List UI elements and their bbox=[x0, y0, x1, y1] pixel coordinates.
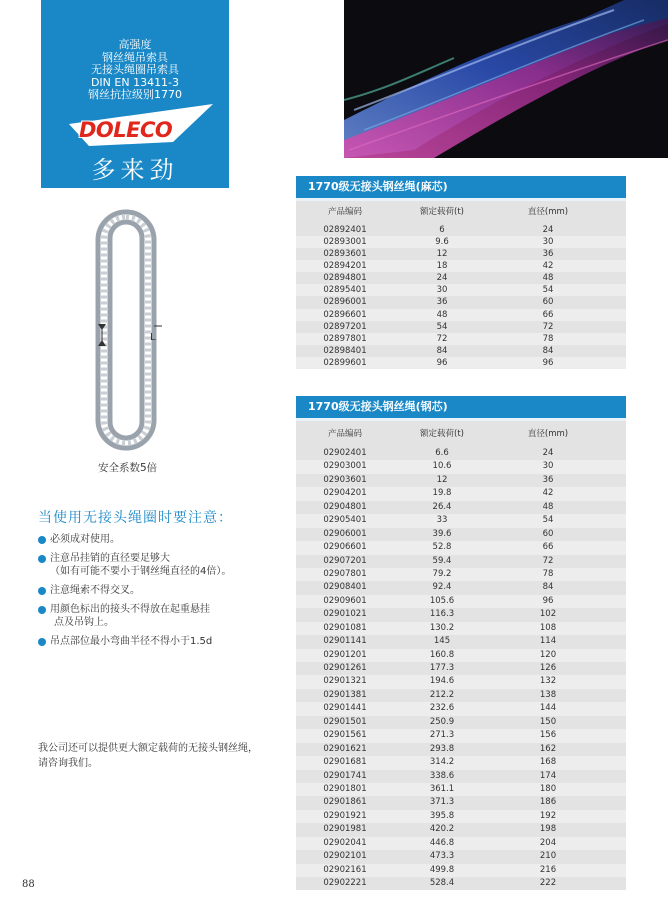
table-row bbox=[296, 823, 626, 836]
table-cell: 02894801 bbox=[323, 273, 367, 284]
table-cell: 130.2 bbox=[429, 622, 455, 633]
table-cell: 02901501 bbox=[323, 716, 367, 727]
table-cell: 84 bbox=[542, 345, 554, 356]
table-row bbox=[296, 702, 626, 715]
table-cell: 02901801 bbox=[323, 783, 367, 794]
page-number: 88 bbox=[22, 879, 35, 890]
table-cell: 105.6 bbox=[429, 595, 455, 606]
table-cell: 02901201 bbox=[323, 649, 367, 660]
table-row bbox=[296, 474, 626, 487]
table-cell: 145 bbox=[433, 636, 451, 647]
bullet-icon bbox=[38, 606, 46, 614]
table-cell: 162 bbox=[539, 743, 557, 754]
table-cell: 361.1 bbox=[429, 783, 455, 794]
table-cell: 02902401 bbox=[323, 448, 367, 458]
table-cell: 02901381 bbox=[323, 689, 367, 700]
table-cell: 02896601 bbox=[323, 309, 367, 320]
table-cell: 02895401 bbox=[323, 285, 367, 296]
table-row bbox=[296, 224, 626, 236]
bullet-icon bbox=[38, 638, 46, 646]
table-cell: 72 bbox=[436, 333, 448, 344]
brand-line: DIN EN 13411-3 bbox=[90, 75, 180, 89]
table-cell: 39.6 bbox=[432, 528, 452, 539]
table-cell: 02898401 bbox=[323, 345, 367, 356]
wire-rope-photo bbox=[344, 0, 668, 158]
table-cell: 12 bbox=[436, 474, 448, 485]
notice-item bbox=[38, 533, 288, 546]
table-cell: 02902041 bbox=[323, 837, 367, 848]
table-cell: 186 bbox=[539, 797, 557, 808]
table-row bbox=[296, 568, 626, 581]
table-row bbox=[296, 345, 626, 357]
table-row bbox=[296, 284, 626, 296]
table-cell: 168 bbox=[539, 757, 557, 768]
table-cell: 02901681 bbox=[323, 757, 367, 768]
table-row bbox=[296, 309, 626, 321]
table-cell: 02902161 bbox=[323, 864, 367, 875]
table-cell: 02903001 bbox=[323, 461, 367, 472]
table-cell: 02897201 bbox=[323, 321, 367, 332]
table-row bbox=[296, 756, 626, 769]
table-cell: 02907201 bbox=[323, 555, 367, 566]
notice-text: 注意吊挂销的直径要足够大 bbox=[50, 553, 170, 564]
table-row bbox=[296, 581, 626, 594]
table-cell: 02907801 bbox=[323, 568, 367, 579]
table-cell: 02901141 bbox=[323, 636, 367, 647]
table-cell: 499.8 bbox=[429, 864, 455, 875]
table-cell: 212.2 bbox=[429, 689, 455, 700]
table-row bbox=[296, 296, 626, 308]
table-cell: 78 bbox=[542, 568, 554, 579]
table-cell: 9.6 bbox=[435, 237, 449, 248]
table-cell: 66 bbox=[542, 309, 554, 320]
table-cell: 198 bbox=[539, 824, 557, 835]
table-cell: 271.3 bbox=[429, 730, 455, 741]
notice-text: 吊点部位最小弯曲半径不得小于1.5d bbox=[50, 636, 213, 647]
table-cell: 02908401 bbox=[323, 582, 367, 593]
table-cell: 60 bbox=[542, 528, 554, 539]
brand-title-lines bbox=[41, 39, 229, 102]
table-steel-core bbox=[296, 396, 626, 890]
table-cell: 102 bbox=[539, 609, 557, 620]
table-cell: 160.8 bbox=[429, 649, 455, 660]
footer-note-line: 请咨询我们。 bbox=[38, 758, 98, 769]
table-cell: 314.2 bbox=[429, 757, 455, 768]
table-cell: 02901861 bbox=[323, 797, 367, 808]
table-row bbox=[296, 248, 626, 260]
table-cell: 02901021 bbox=[323, 609, 367, 620]
table-row bbox=[296, 608, 626, 621]
table-cell: 79.2 bbox=[432, 568, 452, 579]
table-cell: 02901561 bbox=[323, 730, 367, 741]
table-row bbox=[296, 595, 626, 608]
column-header: 直径(mm) bbox=[527, 429, 569, 439]
table-row bbox=[296, 555, 626, 568]
table-cell: 150 bbox=[539, 716, 557, 727]
brand-line: 钢丝抗拉级别1770 bbox=[88, 88, 182, 101]
brand-line: 无接头绳圈吊索具 bbox=[91, 63, 179, 76]
table-cell: 338.6 bbox=[429, 770, 455, 781]
bullet-icon bbox=[38, 587, 46, 595]
table-row bbox=[296, 236, 626, 248]
table-cell: 02892401 bbox=[323, 225, 367, 235]
table-cell: 02893001 bbox=[323, 237, 367, 248]
bullet-icon bbox=[38, 536, 46, 544]
table-cell: 19.8 bbox=[432, 488, 452, 499]
table-cell: 36 bbox=[542, 249, 554, 260]
table-row bbox=[296, 487, 626, 500]
table-cell: 156 bbox=[539, 730, 557, 741]
table-row bbox=[296, 528, 626, 541]
table-cell: 02904201 bbox=[323, 488, 367, 499]
safety-factor: 安全系数5倍 bbox=[98, 462, 158, 474]
notice-item bbox=[38, 552, 288, 578]
table-row bbox=[296, 635, 626, 648]
table-row bbox=[296, 877, 626, 890]
table-cell: 96 bbox=[542, 595, 554, 606]
notice-text: 点及吊钩上。 bbox=[54, 617, 114, 628]
table-cell: 528.4 bbox=[429, 878, 455, 888]
table-cell: 108 bbox=[539, 622, 557, 633]
table-cell: 02901981 bbox=[323, 824, 367, 835]
brand-box bbox=[41, 0, 229, 188]
column-header: 直径(mm) bbox=[527, 207, 569, 217]
table-cell: 174 bbox=[539, 770, 557, 781]
table-row bbox=[296, 541, 626, 554]
bullet-icon bbox=[38, 555, 46, 563]
table-cell: 30 bbox=[542, 237, 554, 248]
table-row bbox=[296, 864, 626, 877]
table-cell: 36 bbox=[542, 474, 554, 485]
table-cell: 72 bbox=[542, 321, 554, 332]
table-row bbox=[296, 501, 626, 514]
notice-item bbox=[38, 635, 288, 648]
brand-name-cn: 多来劲 bbox=[91, 156, 179, 184]
table-cell: 48 bbox=[542, 273, 554, 284]
table-cell: 02901321 bbox=[323, 676, 367, 687]
table-cell: 02904801 bbox=[323, 501, 367, 512]
table-cell: 180 bbox=[539, 783, 557, 794]
table-row bbox=[296, 837, 626, 850]
notice-text: 注意绳索不得交叉。 bbox=[50, 585, 140, 596]
table-cell: 232.6 bbox=[429, 703, 455, 714]
table-cell: 02893601 bbox=[323, 249, 367, 260]
table-fiber-core bbox=[296, 176, 626, 369]
table-cell: 132 bbox=[539, 676, 557, 687]
table-cell: 126 bbox=[539, 663, 557, 673]
table-cell: 66 bbox=[542, 542, 554, 553]
table-cell: 30 bbox=[542, 461, 554, 472]
brand-line: 高强度 bbox=[118, 38, 152, 51]
diagram-label-l: L bbox=[150, 332, 156, 343]
table-cell: 92.4 bbox=[432, 582, 452, 593]
footer-note bbox=[38, 741, 278, 771]
table-cell: 52.8 bbox=[432, 542, 452, 553]
table-row bbox=[296, 260, 626, 272]
wire-rope-image bbox=[344, 0, 668, 158]
table-cell: 192 bbox=[539, 810, 557, 821]
logo-text: DOLECO bbox=[79, 118, 173, 142]
table-cell: 371.3 bbox=[429, 797, 455, 808]
column-header: 额定载荷(t) bbox=[420, 429, 464, 439]
table-header-row bbox=[296, 421, 626, 447]
table-cell: 210 bbox=[539, 851, 557, 862]
table-cell: 72 bbox=[542, 555, 554, 566]
table-row bbox=[296, 514, 626, 527]
table-row bbox=[296, 743, 626, 756]
table-row bbox=[296, 649, 626, 662]
table-cell: 02906001 bbox=[323, 528, 367, 539]
notice-list bbox=[38, 533, 288, 654]
table-cell: 02896001 bbox=[323, 297, 367, 308]
table-row bbox=[296, 850, 626, 863]
column-header: 产品编码 bbox=[327, 429, 362, 439]
table-cell: 02903601 bbox=[323, 474, 367, 485]
table-cell: 204 bbox=[539, 837, 557, 848]
notice-item bbox=[38, 584, 288, 597]
table-row bbox=[296, 662, 626, 675]
table-cell: 420.2 bbox=[429, 824, 455, 835]
table-cell: 116.3 bbox=[429, 609, 455, 620]
table-cell: 114 bbox=[539, 636, 557, 647]
grommet-diagram bbox=[88, 208, 178, 452]
table-title: 1770级无接头钢丝绳(钢芯) bbox=[296, 396, 626, 421]
table-cell: 02909601 bbox=[323, 595, 367, 606]
notice-title: 当使用无接头绳圈时要注意： bbox=[38, 510, 233, 526]
doleco-logo bbox=[63, 102, 213, 150]
table-cell: 293.8 bbox=[429, 743, 455, 754]
table-cell: 59.4 bbox=[432, 555, 452, 566]
table-cell: 177.3 bbox=[429, 663, 455, 673]
table-cell: 194.6 bbox=[429, 676, 455, 687]
table-cell: 02902101 bbox=[323, 851, 367, 862]
footer-note-line: 我公司还可以提供更大额定载荷的无接头钢丝绳， bbox=[38, 743, 258, 754]
table-row bbox=[296, 675, 626, 688]
table-row bbox=[296, 770, 626, 783]
table-cell: 250.9 bbox=[429, 716, 455, 727]
table-cell: 30 bbox=[436, 285, 448, 296]
table-cell: 144 bbox=[539, 703, 557, 714]
table-cell: 02901081 bbox=[323, 622, 367, 633]
table-cell: 216 bbox=[539, 864, 557, 875]
table-body bbox=[296, 201, 626, 369]
column-header: 产品编码 bbox=[327, 207, 362, 217]
table-cell: 42 bbox=[542, 261, 554, 272]
table-cell: 33 bbox=[436, 515, 448, 526]
table-row bbox=[296, 622, 626, 635]
table-title: 1770级无接头钢丝绳(麻芯) bbox=[296, 176, 626, 201]
table-cell: 10.6 bbox=[432, 461, 452, 472]
table-cell: 84 bbox=[436, 345, 448, 356]
table-cell: 02894201 bbox=[323, 261, 367, 272]
table-row bbox=[296, 783, 626, 796]
table-cell: 02901261 bbox=[323, 663, 367, 673]
table-row bbox=[296, 321, 626, 333]
notice-text: 用颜色标出的接头不得放在起重悬挂 bbox=[50, 604, 210, 615]
table-row bbox=[296, 689, 626, 702]
table-row bbox=[296, 447, 626, 460]
table-row bbox=[296, 357, 626, 369]
table-cell: 473.3 bbox=[429, 851, 455, 862]
table-cell: 54 bbox=[436, 321, 448, 332]
table-cell: 26.4 bbox=[432, 501, 452, 512]
table-row bbox=[296, 460, 626, 473]
table-cell: 138 bbox=[539, 689, 557, 700]
table-row bbox=[296, 796, 626, 809]
table-cell: 6.6 bbox=[435, 448, 449, 458]
table-cell: 395.8 bbox=[429, 810, 455, 821]
table-row bbox=[296, 272, 626, 284]
table-cell: 78 bbox=[542, 333, 554, 344]
table-cell: 12 bbox=[436, 249, 448, 260]
table-cell: 02901741 bbox=[323, 770, 367, 781]
table-row bbox=[296, 810, 626, 823]
table-cell: 02905401 bbox=[323, 515, 367, 526]
table-cell: 48 bbox=[542, 501, 554, 512]
table-cell: 24 bbox=[542, 448, 554, 458]
brand-line: 钢丝绳吊索具 bbox=[102, 50, 168, 64]
table-cell: 6 bbox=[439, 225, 445, 235]
table-cell: 02897801 bbox=[323, 333, 367, 344]
table-cell: 24 bbox=[542, 225, 554, 235]
column-header: 额定载荷(t) bbox=[420, 207, 464, 217]
table-cell: 36 bbox=[436, 297, 448, 308]
table-cell: 54 bbox=[542, 515, 554, 526]
notice-text: （如有可能不要小于钢丝绳直径的4倍）。 bbox=[50, 566, 232, 577]
table-cell: 54 bbox=[542, 285, 554, 296]
table-cell: 02902221 bbox=[323, 878, 367, 888]
table-row bbox=[296, 333, 626, 345]
table-cell: 84 bbox=[542, 582, 554, 593]
table-cell: 02901441 bbox=[323, 703, 367, 714]
table-cell: 446.8 bbox=[429, 837, 455, 848]
table-body bbox=[296, 421, 626, 890]
table-cell: 120 bbox=[539, 649, 557, 660]
notice-text: 必须成对使用。 bbox=[50, 534, 120, 545]
table-row bbox=[296, 716, 626, 729]
table-cell: 18 bbox=[436, 261, 448, 272]
table-cell: 02906601 bbox=[323, 542, 367, 553]
table-row bbox=[296, 729, 626, 742]
table-cell: 02901921 bbox=[323, 810, 367, 821]
table-header-row bbox=[296, 201, 626, 224]
table-cell: 42 bbox=[542, 488, 554, 499]
table-cell: 222 bbox=[539, 878, 557, 888]
table-cell: 96 bbox=[542, 357, 554, 368]
table-cell: 02899601 bbox=[323, 357, 367, 368]
table-cell: 24 bbox=[436, 273, 448, 284]
table-cell: 02901621 bbox=[323, 743, 367, 754]
table-cell: 60 bbox=[542, 297, 554, 308]
notice-item bbox=[38, 603, 288, 629]
table-cell: 48 bbox=[436, 309, 448, 320]
table-cell: 96 bbox=[436, 357, 448, 368]
